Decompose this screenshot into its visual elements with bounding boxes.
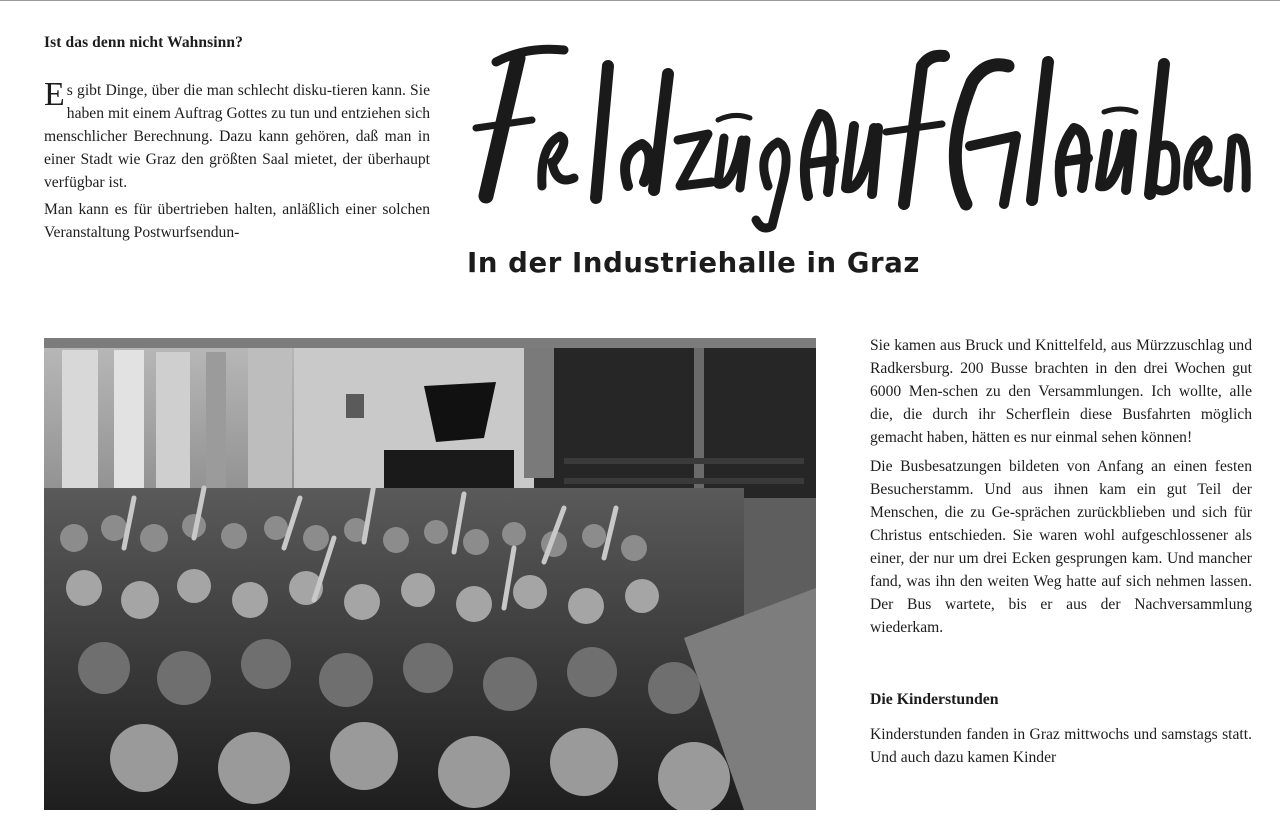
- left-section-heading: Ist das denn nicht Wahnsinn?: [44, 34, 243, 51]
- right-section-heading: Die Kinderstunden: [870, 691, 999, 708]
- left-paragraph-2: Man kann es für übertrieben halten, anläßlich einer solchen Veranstaltung Postwurfsendun-: [44, 201, 430, 241]
- right-paragraph-1: Sie kamen aus Bruck und Knittelfeld, aus Mürzzuschlag und Radkersburg. 200 Busse brachten in den drei Wochen gut 6000 Men-schen zu den Versammlungen. Ich wollte, alle die, die durch ihr Scherflein diese Busfahrten möglich gemacht haben, hätten es nur einmal sehen können!: [870, 337, 1252, 446]
- right-paragraph-2: Die Busbesatzungen bildeten von Anfang an einen festen Besucherstamm. Und aus ihnen kam ein gut Teil der Menschen, die zu Ge-sprächen zurückblieben und sich für Christus entschieden. Sie waren wohl aufgeschlossener als einer, der nur um drei Ecken gesprungen kam. Und mancher fand, was ihn den weiten Weg hatte auf sich nehmen lassen. Der Bus wartete, bis er aus der Nachversammlung wiederkam.: [870, 458, 1252, 636]
- article-subtitle: In der Industriehalle in Graz: [467, 247, 920, 279]
- right-paragraph-3: Kinderstunden fanden in Graz mittwochs und samstags statt. Und auch dazu kamen Kinder: [870, 726, 1252, 766]
- page-top-rule: [0, 0, 1280, 1]
- right-column: [870, 334, 1252, 775]
- brush-script-title: [456, 36, 1256, 236]
- drop-cap: E: [44, 76, 65, 113]
- left-paragraph-1-text: s gibt Dinge, über die man schlecht disku-tieren kann. Sie haben mit einem Auftrag Gottes zu tun und entziehen sich menschlicher Berechnung. Dazu kann gehören, daß man in einer Stadt wie Graz den größten Saal mietet, der überhaupt verfügbar ist.: [44, 82, 430, 191]
- left-paragraph-1: [44, 76, 430, 194]
- assembly-photo: [44, 338, 816, 810]
- left-column: [44, 34, 430, 248]
